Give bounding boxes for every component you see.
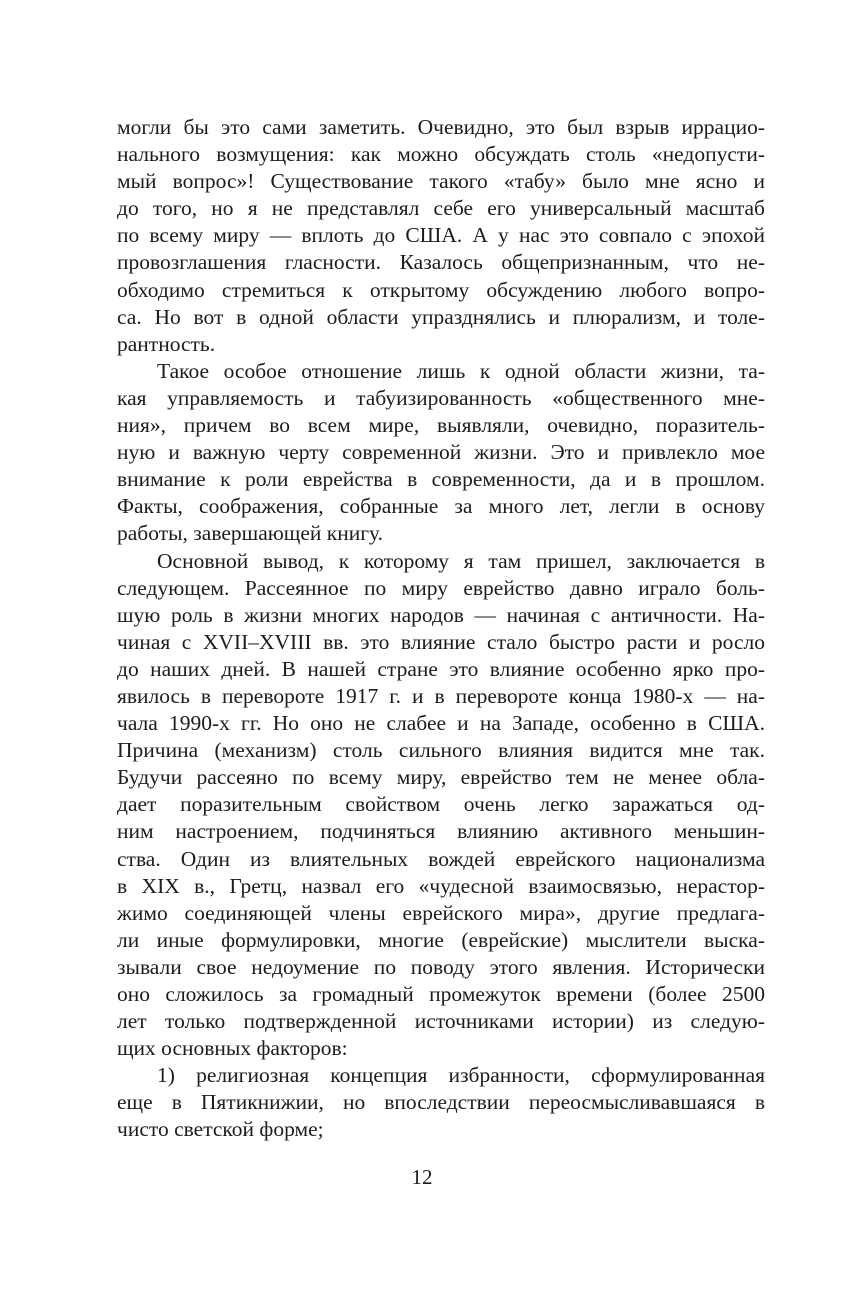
text-line: еще в Пятикнижии, но впоследствии переосмысливавшаяся в [117,1090,765,1115]
text-line: провозглашения гласности. Казалось общепризнанным, что не- [117,250,765,275]
text-line: щих основных факторов: [117,1036,348,1061]
text-line: Такое особое отношение лишь к одной области жизни, та- [157,358,765,383]
paragraph [117,1062,765,1143]
text-line: явилось в перевороте 1917 г. и в перевороте конца 1980-х — на- [117,683,765,708]
text-line: кая управляемость и табуизированность «общественного мне- [117,385,765,410]
text-line: до того, но я не представлял себе его универсальный масштаб [117,196,765,221]
text-line: чала 1990-х гг. Но оно не слабее и на Западе, особенно в США. [117,711,765,736]
page-number: 12 [411,1165,433,1189]
text-line: оно сложилось за громадный промежуток времени (более 2500 [117,982,765,1006]
text-line: ства. Один из влиятельных вождей еврейского национализма [117,846,765,871]
text-line: Причина (механизм) столь сильного влияния видится мне так. [117,738,765,763]
text-line: в XIX в., Гретц, назвал его «чудесной взаимосвязью, нерастор- [117,873,765,898]
text-line: до наших дней. В нашей стране это влияние особенно ярко про- [117,656,765,681]
text-line: шую роль в жизни многих народов — начиная с античности. На- [117,602,765,627]
text-line: обходимо стремиться к открытому обсуждению любого вопро- [117,277,765,302]
text-line: Основной вывод, к которому я там пришел, заключается в [157,548,765,573]
text-line: внимание к роли еврейства в современности, да и в прошлом. [117,467,765,492]
text-line: Факты, соображения, собранные за много лет, легли в основу [117,494,765,519]
text-line: жимо соединяющей члены еврейского мира», другие предлага- [117,900,765,925]
text-line: са. Но вот в одной области упразднялись и плюрализм, и толе- [117,304,765,329]
paragraph [117,358,765,548]
text-line: мый вопрос»! Существование такого «табу» было мне ясно и [117,169,765,194]
paragraph [117,548,765,1063]
text-line: Будучи рассеяно по всему миру, еврейство тем не менее обла- [117,765,765,790]
text-line: ния», причем во всем мире, выявляли, очевидно, поразитель- [117,413,765,438]
text-line: нального возмущения: как можно обсуждать столь «недопусти- [117,142,765,167]
text-line: рантность. [117,331,216,356]
paragraph [117,114,765,358]
text-line: лет только подтвержденной источниками истории) из следую- [117,1009,765,1034]
text-line: работы, завершающей книгу. [117,521,384,546]
text-line: ную и важную черту современной жизни. Это и привлекло мое [117,440,765,465]
text-line: чиная с XVII–XVIII вв. это влияние стало быстро расти и росло [117,629,765,654]
text-line: ним настроением, подчиняться влиянию активного меньшин- [117,819,765,844]
text-line: дает поразительным свойством очень легко заражаться од- [117,792,765,817]
text-line: следующем. Рассеянное по миру еврейство давно играло боль- [117,575,765,600]
text-line: по всему миру — вплоть до США. А у нас это совпало с эпохой [117,223,765,248]
text-line: зывали свое недоумение по поводу этого явления. Исторически [117,954,765,979]
text-line: 1) религиозная концепция избранности, сформулированная [157,1063,765,1088]
text-line: ли иные формулировки, многие (еврейские) мыслители выска- [117,927,765,952]
text-line: чисто светской форме; [117,1117,324,1142]
text-line: могли бы это сами заметить. Очевидно, это был взрыв иррацио- [117,115,765,139]
page-body-text [117,114,765,1144]
